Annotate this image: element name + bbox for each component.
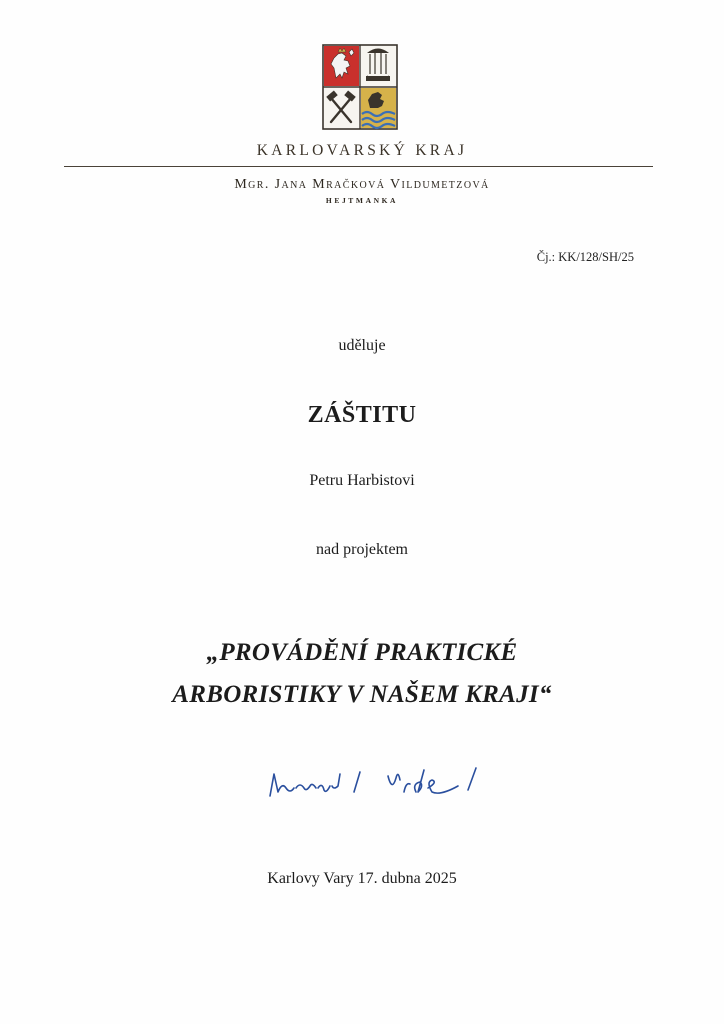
handwritten-signature (262, 752, 522, 812)
coat-of-arms-icon (322, 44, 398, 130)
project-title-line-1: „PROVÁDĚNÍ PRAKTICKÉ (206, 639, 518, 666)
header-divider (64, 166, 653, 167)
project-title-line-2: ARBORISTIKY V NAŠEM KRAJI“ (172, 681, 552, 708)
region-name: KARLOVARSKÝ KRAJ (256, 142, 468, 159)
governor-name: Mgr. Jana Mračková Vildumetzová (234, 177, 490, 192)
project-title (0, 632, 724, 716)
recipient-name: Petru Harbistovi (309, 472, 415, 489)
patronage-heading: ZÁŠTITU (307, 402, 417, 428)
place-and-date: Karlovy Vary 17. dubna 2025 (267, 870, 457, 887)
governor-title: HEJTMANKA (325, 196, 399, 205)
grants-text: uděluje (338, 337, 386, 354)
over-project-text: nad projektem (316, 541, 408, 558)
reference-number: Čj.: KK/128/SH/25 (536, 250, 634, 264)
